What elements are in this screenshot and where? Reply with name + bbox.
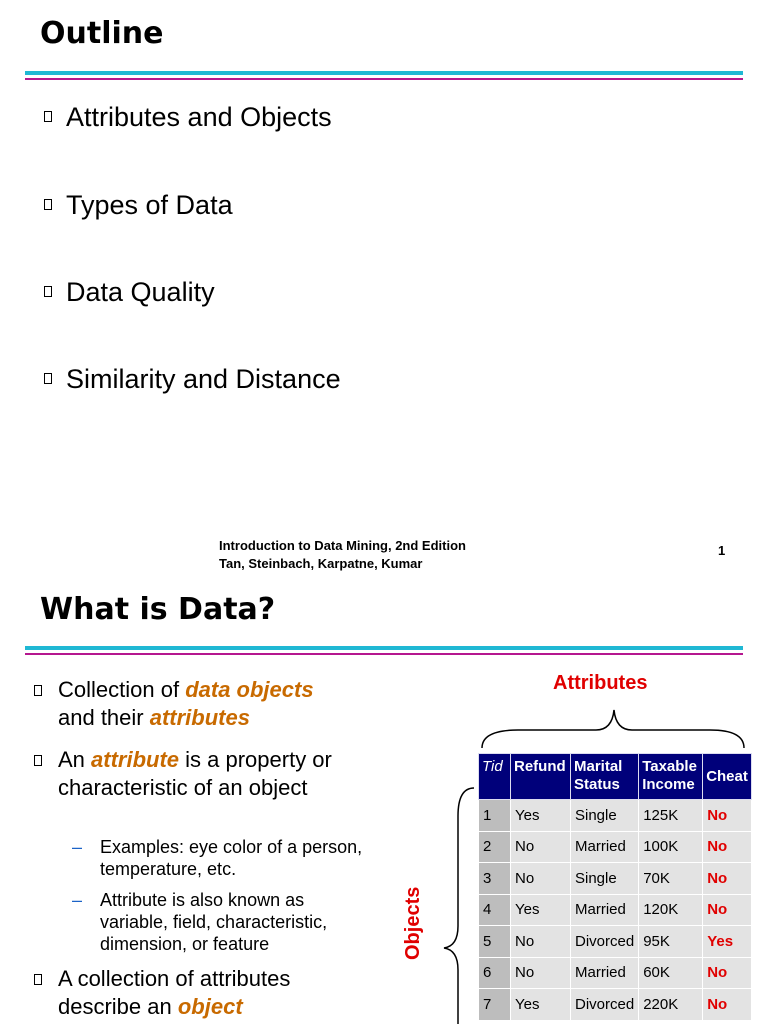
- square-bullet-icon: [34, 974, 42, 985]
- table-cell: 120K: [639, 894, 703, 926]
- column-header-tid: Tid: [479, 754, 511, 800]
- table-cell: No: [703, 831, 752, 863]
- table-cell: No: [511, 926, 571, 958]
- table-cell: 100K: [639, 831, 703, 863]
- column-header-taxable-income: Taxable Income: [639, 754, 703, 800]
- square-bullet-icon: [34, 755, 42, 766]
- table-row: [479, 831, 752, 863]
- table-cell: No: [703, 989, 752, 1021]
- dash-bullet-icon: –: [72, 890, 83, 910]
- table-cell: 2: [479, 831, 511, 863]
- table-row: [479, 863, 752, 895]
- attributes-label: Attributes: [553, 672, 648, 694]
- table-row: [479, 989, 752, 1021]
- table-cell: Married: [571, 831, 639, 863]
- slide-title: What is Data?: [40, 592, 276, 627]
- table-cell: 60K: [639, 957, 703, 989]
- bullet-item: Collection of data objects and their attributes: [34, 676, 378, 732]
- objects-brace-icon: [440, 786, 476, 1024]
- data-table: [478, 753, 752, 1021]
- table-cell: Single: [571, 800, 639, 832]
- table-cell: No: [703, 957, 752, 989]
- table-cell: Single: [571, 863, 639, 895]
- bullet-item: An attribute is a property or characteristic of an object: [34, 746, 358, 802]
- outline-item: Attributes and Objects: [44, 102, 332, 133]
- table-cell: 220K: [639, 989, 703, 1021]
- table-cell: Married: [571, 894, 639, 926]
- table-row: [479, 800, 752, 832]
- page-number: 1: [718, 543, 726, 558]
- column-header-refund: Refund: [511, 754, 571, 800]
- table-cell: No: [511, 831, 571, 863]
- table-cell: 5: [479, 926, 511, 958]
- table-row: [479, 926, 752, 958]
- square-bullet-icon: [44, 286, 52, 297]
- square-bullet-icon: [44, 199, 52, 210]
- table-cell: 70K: [639, 863, 703, 895]
- slide-footer: Introduction to Data Mining, 2nd Edition Tan, Steinbach, Karpatne, Kumar: [219, 538, 466, 571]
- table-cell: No: [703, 800, 752, 832]
- table-cell: No: [703, 894, 752, 926]
- table-cell: Yes: [511, 800, 571, 832]
- table-cell: 3: [479, 863, 511, 895]
- square-bullet-icon: [34, 685, 42, 696]
- table-header-row: [479, 754, 752, 800]
- table-cell: 95K: [639, 926, 703, 958]
- sub-bullet-item: – Attribute is also known as variable, field, characteristic, dimension, or feature: [72, 890, 328, 954]
- column-header-cheat: Cheat: [703, 754, 752, 800]
- dash-bullet-icon: –: [72, 837, 83, 857]
- table-row: [479, 894, 752, 926]
- table-cell: 1: [479, 800, 511, 832]
- outline-item: Types of Data: [44, 190, 233, 221]
- column-header-marital-status: Marital Status: [571, 754, 639, 800]
- slide-what-is-data: [0, 580, 768, 1024]
- table-cell: Yes: [703, 926, 752, 958]
- table-cell: 7: [479, 989, 511, 1021]
- objects-label: Objects: [402, 886, 424, 960]
- table-cell: 6: [479, 957, 511, 989]
- table-cell: Divorced: [571, 989, 639, 1021]
- table-cell: No: [511, 863, 571, 895]
- square-bullet-icon: [44, 111, 52, 122]
- attributes-brace-icon: [478, 706, 748, 750]
- table-cell: 125K: [639, 800, 703, 832]
- table-cell: Yes: [511, 989, 571, 1021]
- table-cell: 4: [479, 894, 511, 926]
- outline-item: Data Quality: [44, 277, 215, 308]
- table-row: [479, 957, 752, 989]
- square-bullet-icon: [44, 373, 52, 384]
- outline-item: Similarity and Distance: [44, 364, 341, 395]
- table-cell: Yes: [511, 894, 571, 926]
- table-cell: Married: [571, 957, 639, 989]
- table-cell: No: [703, 863, 752, 895]
- slide-title: Outline: [40, 16, 164, 51]
- bullet-item: A collection of attributes describe an object: [34, 965, 358, 1021]
- table-cell: Divorced: [571, 926, 639, 958]
- table-cell: No: [511, 957, 571, 989]
- sub-bullet-item: – Examples: eye color of a person, temperature, etc.: [72, 837, 363, 879]
